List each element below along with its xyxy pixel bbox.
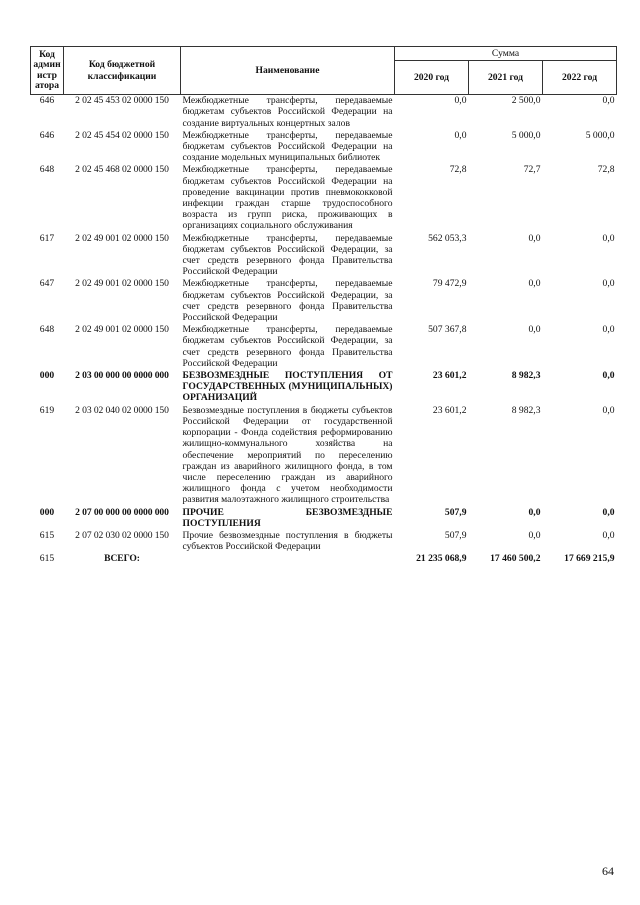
amount-2022-cell: 72,8 <box>597 164 615 176</box>
table-row <box>31 95 617 130</box>
table-header <box>31 47 617 95</box>
total-label: ВСЕГО: <box>104 553 140 565</box>
budget-table <box>30 46 617 566</box>
table-row <box>31 130 617 165</box>
amount-2020-cell: 507,9 <box>444 506 467 518</box>
budget-code-cell: 2 02 49 001 02 0000 150 <box>75 232 169 244</box>
amount-2022-cell: 0,0 <box>602 404 615 416</box>
header-year-2020: 2020 год <box>395 61 469 95</box>
admin-code-cell: 615 <box>39 529 55 541</box>
admin-code-cell: 000 <box>39 370 55 382</box>
budget-code-cell: 2 02 49 001 02 0000 150 <box>75 278 169 290</box>
table-row <box>31 233 617 279</box>
name-cell: Межбюджетные трансферты, передаваемые бюджетам субъектов Российской Федерации, за счет средств резервного фонда Правительства Российской Федерации <box>182 232 393 278</box>
amount-2021-cell: 72,7 <box>523 164 541 176</box>
name-cell: БЕЗВОЗМЕЗДНЫЕ ПОСТУПЛЕНИЯ ОТ ГОСУДАРСТВЕННЫХ (МУНИЦИПАЛЬНЫХ) ОРГАНИЗАЦИЙ <box>182 370 393 404</box>
name-cell: Межбюджетные трансферты, передаваемые бюджетам субъектов Российской Федерации, за счет средств резервного фонда Правительства Российской Федерации <box>182 324 393 369</box>
name-cell: Межбюджетные трансферты, передаваемые бюджетам субъектов Российской Федерации на создание виртуальных концертных залов <box>182 95 393 129</box>
table-row <box>31 278 617 324</box>
name-cell: Безвозмездные поступления в бюджеты субъектов Российской Федерации от государственной корпорации - Фонда содействия реформированию жилищно-коммунального хозяйства на обеспечение мероприятий по переселению граждан из аварийного жилищного фонда, в том числе переселению граждан из аварийного жилищного фонда с учетом необходимости развития малоэтажного жилищного строительства <box>182 404 393 506</box>
table-row <box>31 370 617 405</box>
amount-2022-cell: 0,0 <box>602 95 615 107</box>
budget-code-cell: 2 02 45 453 02 0000 150 <box>75 95 169 107</box>
table-row <box>31 405 617 507</box>
table-row <box>31 507 617 530</box>
name-cell: ПРОЧИЕ БЕЗВОЗМЕЗДНЫЕ ПОСТУПЛЕНИЯ <box>182 506 393 529</box>
amount-2022-cell: 0,0 <box>602 278 615 290</box>
header-year-2021: 2021 год <box>469 61 543 95</box>
total-name-empty <box>181 553 395 565</box>
header-sum: Сумма <box>395 47 617 61</box>
total-admin-code: 615 <box>39 553 55 565</box>
admin-code-cell: 648 <box>39 164 55 176</box>
amount-2020-cell: 507,9 <box>444 529 467 541</box>
admin-code-cell: 646 <box>39 129 55 141</box>
amount-2021-cell: 2 500,0 <box>511 95 541 107</box>
budget-code-cell: 2 02 45 468 02 0000 150 <box>75 164 169 176</box>
budget-code-cell: 2 02 49 001 02 0000 150 <box>75 324 169 336</box>
amount-2020-cell: 562 053,3 <box>428 232 467 244</box>
amount-2020-cell: 23 601,2 <box>432 404 467 416</box>
amount-2022-cell: 0,0 <box>602 324 615 336</box>
name-cell: Межбюджетные трансферты, передаваемые бюджетам субъектов Российской Федерации, за счет средств резервного фонда Правительства Российской Федерации <box>182 278 393 324</box>
admin-code-cell: 648 <box>39 324 55 336</box>
header-admin-code: Код админ истр атора <box>31 47 64 95</box>
amount-2020-cell: 23 601,2 <box>432 370 467 382</box>
admin-code-cell: 000 <box>39 506 55 518</box>
budget-code-cell: 2 03 02 040 02 0000 150 <box>75 404 169 416</box>
amount-2020-cell: 72,8 <box>449 164 467 176</box>
amount-2022-cell: 0,0 <box>602 529 615 541</box>
table-row <box>31 164 617 232</box>
amount-2021-cell: 0,0 <box>528 529 541 541</box>
amount-2022-cell: 5 000,0 <box>585 129 615 141</box>
name-cell: Межбюджетные трансферты, передаваемые бюджетам субъектов Российской Федерации на проведение вакцинации против пневмококковой инфекции граждан старше трудоспособного возраста из групп риска, проживающих в организациях социального обслуживания <box>182 164 393 232</box>
amount-2022-cell: 0,0 <box>602 370 615 382</box>
total-2021: 17 460 500,2 <box>490 553 541 565</box>
amount-2022-cell: 0,0 <box>602 506 615 518</box>
amount-2021-cell: 8 982,3 <box>511 370 541 382</box>
budget-code-cell: 2 07 02 030 02 0000 150 <box>75 529 169 541</box>
header-year-2022: 2022 год <box>543 61 617 95</box>
name-cell: Межбюджетные трансферты, передаваемые бюджетам субъектов Российской Федерации на создание модельных муниципальных библиотек <box>182 129 393 164</box>
total-2020: 21 235 068,9 <box>416 553 467 565</box>
admin-code-cell: 646 <box>39 95 55 107</box>
amount-2021-cell: 5 000,0 <box>511 129 541 141</box>
amount-2022-cell: 0,0 <box>602 232 615 244</box>
admin-code-cell: 647 <box>39 278 55 290</box>
amount-2020-cell: 79 472,9 <box>432 278 467 290</box>
budget-code-cell: 2 07 00 000 00 0000 000 <box>75 506 169 518</box>
admin-code-cell: 617 <box>39 232 55 244</box>
total-row <box>31 553 617 565</box>
table-body <box>31 95 617 566</box>
amount-2020-cell: 507 367,8 <box>428 324 467 336</box>
amount-2021-cell: 0,0 <box>528 278 541 290</box>
amount-2020-cell: 0,0 <box>454 95 467 107</box>
table-row <box>31 324 617 370</box>
amount-2021-cell: 0,0 <box>528 324 541 336</box>
header-budget-code: Код бюджетной классификации <box>64 47 181 95</box>
amount-2021-cell: 0,0 <box>528 232 541 244</box>
header-name: Наименование <box>181 47 395 95</box>
admin-code-cell: 619 <box>39 404 55 416</box>
amount-2021-cell: 8 982,3 <box>511 404 541 416</box>
budget-code-cell: 2 03 00 000 00 0000 000 <box>75 370 169 382</box>
page-number: 64 <box>602 864 614 878</box>
name-cell: Прочие безвозмездные поступления в бюджеты субъектов Российской Федерации <box>182 529 393 553</box>
amount-2020-cell: 0,0 <box>454 129 467 141</box>
budget-code-cell: 2 02 45 454 02 0000 150 <box>75 129 169 141</box>
amount-2021-cell: 0,0 <box>528 506 541 518</box>
table-row <box>31 530 617 553</box>
total-2022: 17 669 215,9 <box>564 553 615 565</box>
